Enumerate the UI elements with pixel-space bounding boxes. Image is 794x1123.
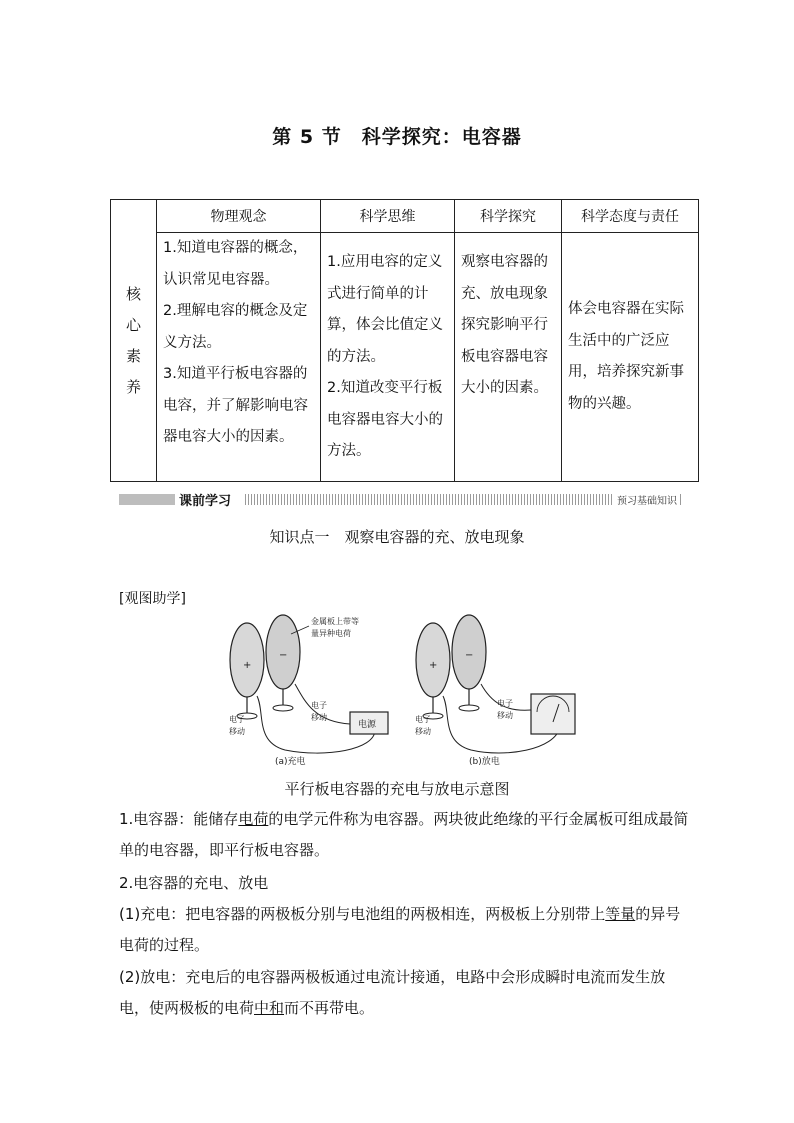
p3-underline-equal: 等量 (605, 905, 636, 923)
header-scientific-inquiry: 科学探究 (455, 200, 562, 233)
paragraph-capacitor-definition (119, 804, 689, 866)
banner-right-text: 预习基础知识 (614, 492, 680, 507)
p3-text-a: (1)充电：把电容器的两极板分别与电池组的两极相连，两极板上分别带上 (119, 905, 606, 923)
banner-left-bar (119, 494, 175, 505)
electron-move-a-left-1: 电子 (229, 715, 245, 724)
electron-move-b-right-1: 电子 (497, 699, 513, 708)
subcaption-charging: (a)充电 (275, 757, 306, 767)
electron-move-b-left-1: 电子 (415, 715, 431, 724)
minus-sign-a: − (279, 650, 288, 661)
p1-text-a: 1.电容器：能储存 (119, 810, 239, 828)
capacitor-diagram (225, 612, 585, 774)
electron-move-a-right-2: 移动 (311, 713, 327, 722)
p4-text-b: 而不再带电。 (284, 999, 375, 1017)
discharging-setup (415, 615, 575, 767)
annotation-line1: 金属板上带等 (311, 617, 359, 626)
electron-move-a-right-1: 电子 (311, 701, 327, 710)
p4-text-a: (2)放电：充电后的电容器两极板通过电流计接通，电路中会形成瞬时电流而发生放电，使两极板的电荷 (119, 968, 666, 1017)
galvanometer (531, 694, 575, 734)
core-literacy-label: 核 心 素 养 (111, 200, 157, 482)
plus-sign-a: + (243, 660, 252, 671)
power-label: 电源 (358, 720, 377, 730)
paragraph-discharging (119, 962, 689, 1024)
plus-sign-b: + (429, 660, 438, 671)
header-physics-concept: 物理观念 (157, 200, 321, 233)
electron-move-a-left-2: 移动 (229, 727, 245, 736)
cell-physics-concept: 1.知道电容器的概念，认识常见电容器。 2.理解电容的概念及定义方法。 3.知道平行板电容器的电容，并了解影响电容器电容大小的因素。 (157, 233, 321, 482)
cell-scientific-inquiry: 观察电容器的充、放电现象 探究影响平行板电容器电容大小的因素。 (455, 233, 562, 482)
figure-aid-label: [观图助学] (119, 591, 186, 607)
cell-scientific-thinking: 1.应用电容的定义式进行简单的计算，体会比值定义的方法。 2.知道改变平行板电容器电容大小的方法。 (321, 233, 455, 482)
p1-text-b: 的电学元件称为电容器。两块彼此绝缘的平行金属板可组成最简单的电容器，即平行板电容器。 (119, 810, 689, 859)
core-literacy-table (110, 199, 699, 482)
knowledge-point-heading: 知识点一 观察电容器的充、放电现象 (269, 528, 525, 546)
charging-setup (229, 615, 388, 767)
header-scientific-thinking: 科学思维 (321, 200, 455, 233)
section-banner (119, 492, 682, 507)
paragraph-charge-discharge-heading: 2.电容器的充电、放电 (119, 874, 269, 892)
figure-caption: 平行板电容器的充电与放电示意图 (284, 780, 510, 798)
banner-label: 课前学习 (179, 494, 232, 509)
subcaption-discharging: (b)放电 (469, 757, 500, 767)
minus-sign-b: − (465, 650, 474, 661)
annotation-line2: 量异种电荷 (311, 629, 351, 638)
p4-underline-neutralize: 中和 (254, 999, 285, 1017)
electron-move-b-right-2: 移动 (497, 711, 513, 720)
p3-text-b: 的异号电荷的过程。 (119, 905, 681, 954)
page-title: 第 5 节 科学探究：电容器 (272, 126, 522, 148)
electron-move-b-left-2: 移动 (415, 727, 431, 736)
header-attitude-responsibility: 科学态度与责任 (562, 200, 699, 233)
cell-attitude-responsibility: 体会电容器在实际生活中的广泛应用，培养探究新事物的兴趣。 (562, 233, 699, 482)
paragraph-charging (119, 899, 689, 961)
p1-underline-charge: 电荷 (238, 810, 269, 828)
